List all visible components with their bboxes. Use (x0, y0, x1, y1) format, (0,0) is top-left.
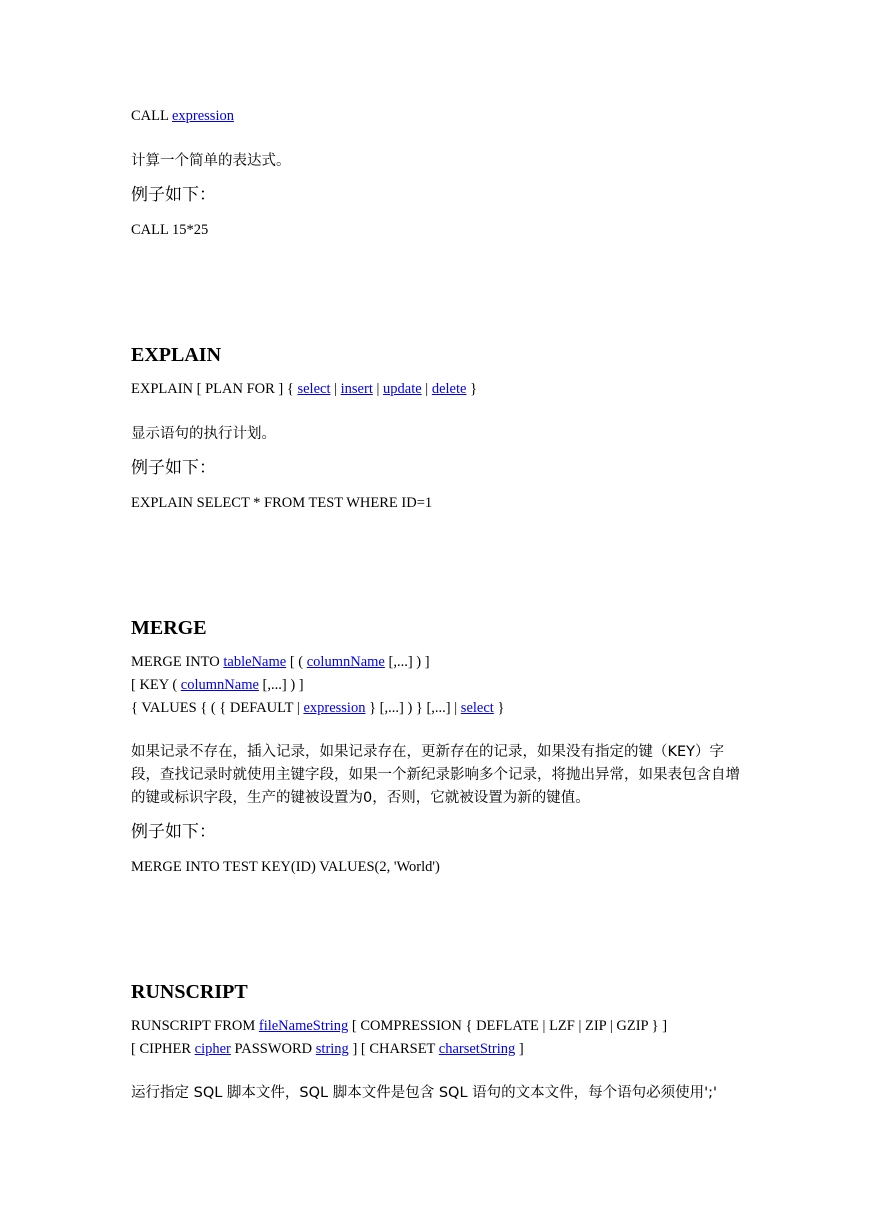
call-example: CALL 15*25 (131, 222, 209, 238)
call-example-label: 例子如下： (131, 185, 216, 205)
explain-description: 显示语句的执行计划。 (131, 426, 276, 442)
document-page (131, 0, 741, 1228)
link-cipher[interactable]: cipher (194, 1041, 231, 1057)
link-expression[interactable]: expression (303, 700, 366, 716)
merge-heading: MERGE (131, 617, 207, 639)
runscript-heading: RUNSCRIPT (131, 981, 248, 1003)
link-charsetstring[interactable]: charsetString (438, 1041, 516, 1057)
separator: | (376, 381, 380, 397)
link-tablename[interactable]: tableName (223, 654, 287, 670)
merge-syntax-line3 (131, 698, 504, 718)
link-filenamestring[interactable]: fileNameString (258, 1018, 349, 1034)
merge-line2-prefix: [ KEY ( (131, 677, 178, 693)
merge-example: MERGE INTO TEST KEY(ID) VALUES(2, 'World') (131, 859, 440, 875)
runscript-line2-prefix: [ CIPHER (131, 1041, 192, 1057)
link-delete[interactable]: delete (431, 381, 467, 397)
close-brace: } (470, 381, 478, 397)
link-columnname[interactable]: columnName (180, 677, 259, 693)
call-description: 计算一个简单的表达式。 (131, 153, 291, 169)
merge-line1-suffix: [,...] ) ] (388, 654, 430, 670)
explain-example: EXPLAIN SELECT * FROM TEST WHERE ID=1 (131, 495, 433, 511)
explain-syntax-prefix: EXPLAIN [ PLAN FOR ] { (131, 381, 294, 397)
explain-heading: EXPLAIN (131, 344, 222, 366)
runscript-syntax-line1 (131, 1016, 667, 1036)
runscript-line2-mid: PASSWORD (234, 1041, 313, 1057)
merge-line2-suffix: [,...] ) ] (262, 677, 304, 693)
call-syntax (131, 106, 234, 126)
merge-description: 如果记录不存在，插入记录，如果记录存在，更新存在的记录，如果没有指定的键（KEY）字段，查找记录时就使用主键字段，如果一个新纪录影响多个记录，将抛出异常，如果表包含自增的键或标识字段，生产的键被设置为0，否则，它就被设置为新的键值。 (131, 744, 740, 806)
link-insert[interactable]: insert (340, 381, 373, 397)
runscript-syntax-line2 (131, 1039, 524, 1059)
runscript-line2-suffix: ] (518, 1041, 524, 1057)
link-expression[interactable]: expression (171, 108, 234, 124)
link-select[interactable]: select (297, 381, 331, 397)
merge-line3-mid: } [,...] ) } [,...] | (369, 700, 458, 716)
link-select[interactable]: select (460, 700, 494, 716)
merge-line3-prefix: { VALUES { ( { DEFAULT | (131, 700, 300, 716)
runscript-line1-suffix: [ COMPRESSION { DEFLATE | LZF | ZIP | GZIP } ] (351, 1018, 668, 1034)
link-update[interactable]: update (383, 381, 422, 397)
call-keyword: CALL (131, 108, 169, 124)
runscript-line2-mid2: ] [ CHARSET (352, 1041, 436, 1057)
runscript-description: 运行指定 SQL 脚本文件，SQL 脚本文件是包含 SQL 语句的文本文件，每个语句必须使用';' (131, 1085, 717, 1101)
explain-syntax (131, 379, 477, 399)
merge-line1-mid: [ ( (289, 654, 304, 670)
merge-syntax-line1 (131, 652, 430, 672)
merge-syntax-line2 (131, 675, 304, 695)
explain-example-label: 例子如下： (131, 458, 216, 478)
merge-example-label: 例子如下： (131, 822, 216, 842)
link-string[interactable]: string (315, 1041, 349, 1057)
link-columnname[interactable]: columnName (306, 654, 385, 670)
merge-line1-prefix: MERGE INTO (131, 654, 220, 670)
separator: | (334, 381, 338, 397)
separator: | (425, 381, 429, 397)
runscript-line1-prefix: RUNSCRIPT FROM (131, 1018, 256, 1034)
merge-line3-suffix: } (497, 700, 505, 716)
